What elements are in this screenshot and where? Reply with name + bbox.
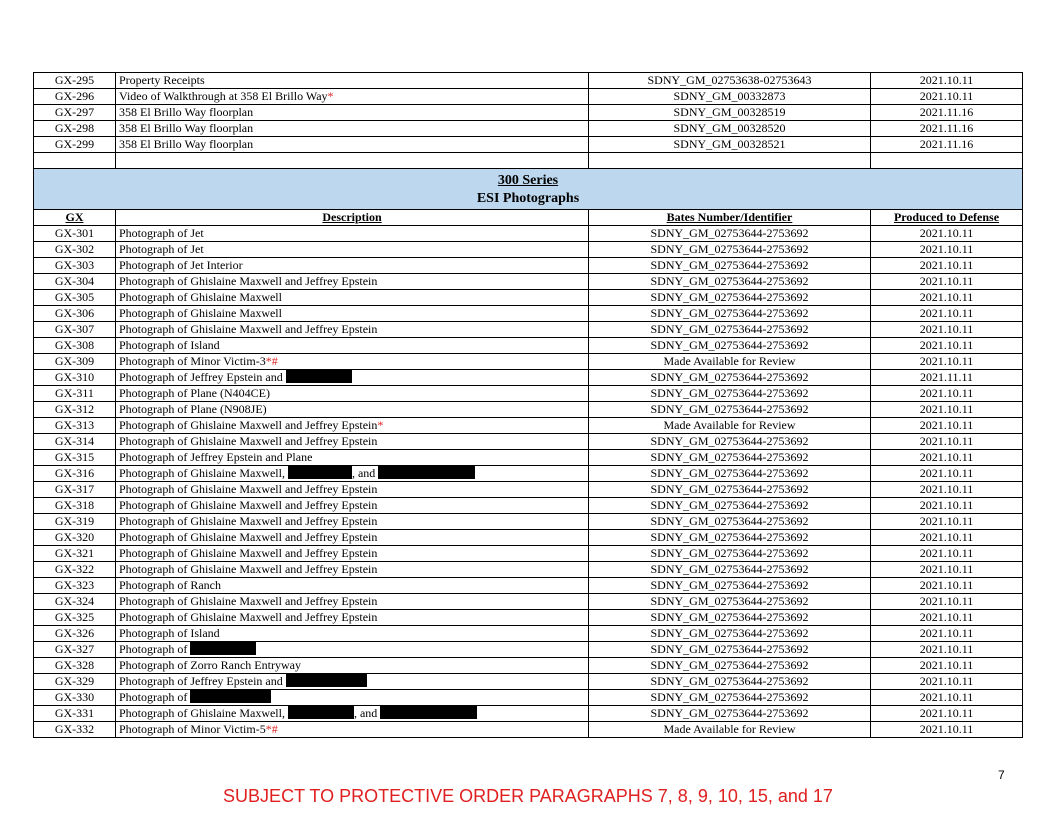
series-heading bbox=[34, 169, 1023, 210]
header-produced: Produced to Defense bbox=[871, 210, 1023, 226]
exhibit-description bbox=[116, 89, 589, 105]
table-row bbox=[34, 105, 1023, 121]
exhibit-description bbox=[116, 290, 589, 306]
exhibit-number: GX-328 bbox=[34, 658, 116, 674]
description-text: Photograph of Jeffrey Epstein and bbox=[119, 674, 286, 688]
exhibit-number: GX-311 bbox=[34, 386, 116, 402]
table-row bbox=[34, 306, 1023, 322]
bates-number: SDNY_GM_02753644-2753692 bbox=[589, 626, 871, 642]
table-row bbox=[34, 562, 1023, 578]
produced-date: 2021.10.11 bbox=[871, 674, 1023, 690]
exhibit-number: GX-329 bbox=[34, 674, 116, 690]
produced-date: 2021.10.11 bbox=[871, 642, 1023, 658]
blank-row bbox=[34, 153, 1023, 169]
description-text: Photograph of Island bbox=[119, 338, 220, 352]
table-row bbox=[34, 610, 1023, 626]
exhibit-number: GX-332 bbox=[34, 722, 116, 738]
header-bates: Bates Number/Identifier bbox=[589, 210, 871, 226]
description-text: Video of Walkthrough at 358 El Brillo Way bbox=[119, 89, 328, 103]
produced-date: 2021.11.11 bbox=[871, 370, 1023, 386]
exhibit-number: GX-330 bbox=[34, 690, 116, 706]
description-text: 358 El Brillo Way floorplan bbox=[119, 137, 254, 151]
produced-date: 2021.10.11 bbox=[871, 562, 1023, 578]
produced-date: 2021.10.11 bbox=[871, 626, 1023, 642]
description-text: 358 El Brillo Way floorplan bbox=[119, 105, 254, 119]
description-text: Property Receipts bbox=[119, 73, 205, 87]
exhibit-description bbox=[116, 482, 589, 498]
description-text: Photograph of Jet bbox=[119, 226, 204, 240]
table-row bbox=[34, 290, 1023, 306]
description-text: Photograph of Minor Victim-5 bbox=[119, 722, 266, 736]
description-text: Photograph of Jeffrey Epstein and Plane bbox=[119, 450, 313, 464]
exhibit-number: GX-320 bbox=[34, 530, 116, 546]
description-text: Photograph of Minor Victim-3 bbox=[119, 354, 266, 368]
exhibit-description bbox=[116, 434, 589, 450]
bates-number: SDNY_GM_02753644-2753692 bbox=[589, 386, 871, 402]
redaction-box bbox=[288, 706, 354, 719]
table-row bbox=[34, 137, 1023, 153]
description-text: Photograph of Ghislaine Maxwell, bbox=[119, 466, 288, 480]
produced-date: 2021.10.11 bbox=[871, 610, 1023, 626]
series-title: 300 Series bbox=[497, 173, 559, 188]
series-heading-row bbox=[34, 169, 1023, 210]
header-gx: GX bbox=[34, 210, 116, 226]
exhibit-description bbox=[116, 322, 589, 338]
table-row bbox=[34, 626, 1023, 642]
redaction-box bbox=[288, 466, 352, 479]
exhibit-description bbox=[116, 137, 589, 153]
exhibit-description bbox=[116, 418, 589, 434]
table-body-series bbox=[34, 153, 1023, 226]
exhibit-number: GX-309 bbox=[34, 354, 116, 370]
produced-date: 2021.10.11 bbox=[871, 73, 1023, 89]
description-text: Photograph of Ghislaine Maxwell and Jeffrey Epstein bbox=[119, 530, 378, 544]
redaction-box bbox=[190, 642, 256, 655]
exhibit-description bbox=[116, 706, 589, 722]
exhibit-description bbox=[116, 530, 589, 546]
exhibit-number: GX-307 bbox=[34, 322, 116, 338]
bates-number: SDNY_GM_02753644-2753692 bbox=[589, 274, 871, 290]
produced-date: 2021.11.16 bbox=[871, 121, 1023, 137]
bates-number: SDNY_GM_02753644-2753692 bbox=[589, 306, 871, 322]
exhibit-number: GX-314 bbox=[34, 434, 116, 450]
exhibit-description bbox=[116, 338, 589, 354]
description-text: Photograph of Ghislaine Maxwell and Jeffrey Epstein bbox=[119, 562, 378, 576]
produced-date: 2021.10.11 bbox=[871, 722, 1023, 738]
exhibit-description bbox=[116, 258, 589, 274]
bates-number: Made Available for Review bbox=[589, 418, 871, 434]
bates-number: SDNY_GM_02753644-2753692 bbox=[589, 434, 871, 450]
exhibit-description bbox=[116, 690, 589, 706]
exhibit-number: GX-319 bbox=[34, 514, 116, 530]
table-row bbox=[34, 418, 1023, 434]
description-text: Photograph of Ghislaine Maxwell and Jeffrey Epstein bbox=[119, 610, 378, 624]
exhibit-number: GX-308 bbox=[34, 338, 116, 354]
description-text: Photograph of Jet bbox=[119, 242, 204, 256]
table-row bbox=[34, 594, 1023, 610]
produced-date: 2021.10.11 bbox=[871, 402, 1023, 418]
exhibit-number: GX-326 bbox=[34, 626, 116, 642]
produced-date: 2021.10.11 bbox=[871, 690, 1023, 706]
table-row bbox=[34, 89, 1023, 105]
exhibit-number: GX-310 bbox=[34, 370, 116, 386]
bates-number: SDNY_GM_02753644-2753692 bbox=[589, 658, 871, 674]
exhibit-description bbox=[116, 626, 589, 642]
table-row bbox=[34, 121, 1023, 137]
produced-date: 2021.10.11 bbox=[871, 466, 1023, 482]
table-row bbox=[34, 322, 1023, 338]
bates-number: SDNY_GM_02753644-2753692 bbox=[589, 242, 871, 258]
table-row bbox=[34, 434, 1023, 450]
produced-date: 2021.10.11 bbox=[871, 274, 1023, 290]
produced-date: 2021.10.11 bbox=[871, 450, 1023, 466]
bates-number: SDNY_GM_02753644-2753692 bbox=[589, 690, 871, 706]
redaction-box bbox=[378, 466, 475, 479]
exhibit-mark: * bbox=[377, 418, 384, 432]
exhibit-description bbox=[116, 642, 589, 658]
description-text: Photograph of Ghislaine Maxwell, bbox=[119, 706, 288, 720]
table-row bbox=[34, 274, 1023, 290]
produced-date: 2021.10.11 bbox=[871, 498, 1023, 514]
exhibit-description bbox=[116, 386, 589, 402]
bates-number: SDNY_GM_02753644-2753692 bbox=[589, 642, 871, 658]
bates-number: SDNY_GM_02753644-2753692 bbox=[589, 450, 871, 466]
exhibit-mark: * bbox=[327, 89, 334, 103]
exhibit-description bbox=[116, 594, 589, 610]
bates-number: SDNY_GM_00328521 bbox=[589, 137, 871, 153]
produced-date: 2021.10.11 bbox=[871, 514, 1023, 530]
page-number: 7 bbox=[998, 768, 1005, 782]
exhibit-number: GX-321 bbox=[34, 546, 116, 562]
exhibit-number: GX-331 bbox=[34, 706, 116, 722]
exhibit-description bbox=[116, 674, 589, 690]
bates-number: SDNY_GM_02753644-2753692 bbox=[589, 674, 871, 690]
exhibit-description bbox=[116, 658, 589, 674]
produced-date: 2021.10.11 bbox=[871, 354, 1023, 370]
produced-date: 2021.10.11 bbox=[871, 482, 1023, 498]
bates-number: SDNY_GM_02753644-2753692 bbox=[589, 514, 871, 530]
produced-date: 2021.10.11 bbox=[871, 322, 1023, 338]
exhibit-number: GX-327 bbox=[34, 642, 116, 658]
exhibit-description bbox=[116, 722, 589, 738]
table-row bbox=[34, 338, 1023, 354]
table-body-top bbox=[34, 73, 1023, 153]
produced-date: 2021.10.11 bbox=[871, 578, 1023, 594]
bates-number: SDNY_GM_02753644-2753692 bbox=[589, 338, 871, 354]
table-row bbox=[34, 370, 1023, 386]
exhibit-number: GX-313 bbox=[34, 418, 116, 434]
exhibit-number: GX-306 bbox=[34, 306, 116, 322]
series-subtitle: ESI Photographs bbox=[476, 191, 580, 206]
description-text: Photograph of Ghislaine Maxwell and Jeffrey Epstein bbox=[119, 482, 378, 496]
table-row bbox=[34, 73, 1023, 89]
exhibit-description bbox=[116, 402, 589, 418]
produced-date: 2021.10.11 bbox=[871, 594, 1023, 610]
table-row bbox=[34, 530, 1023, 546]
description-text: Photograph of Ghislaine Maxwell and Jeffrey Epstein bbox=[119, 322, 378, 336]
produced-date: 2021.10.11 bbox=[871, 546, 1023, 562]
bates-number: SDNY_GM_02753644-2753692 bbox=[589, 258, 871, 274]
protective-order-footer: SUBJECT TO PROTECTIVE ORDER PARAGRAPHS 7, 8, 9, 10, 15, and 17 bbox=[223, 786, 833, 806]
exhibit-description bbox=[116, 610, 589, 626]
bates-number: SDNY_GM_02753644-2753692 bbox=[589, 290, 871, 306]
redaction-box bbox=[286, 674, 367, 687]
table-row bbox=[34, 402, 1023, 418]
description-text: Photograph of Ranch bbox=[119, 578, 221, 592]
table-row bbox=[34, 466, 1023, 482]
description-text: , and bbox=[353, 706, 381, 720]
description-text: Photograph of Plane (N404CE) bbox=[119, 386, 270, 400]
table-row bbox=[34, 386, 1023, 402]
redaction-box bbox=[380, 706, 477, 719]
exhibit-number: GX-298 bbox=[34, 121, 116, 137]
produced-date: 2021.10.11 bbox=[871, 386, 1023, 402]
exhibit-number: GX-304 bbox=[34, 274, 116, 290]
exhibit-number: GX-303 bbox=[34, 258, 116, 274]
description-text: Photograph of Ghislaine Maxwell and Jeffrey Epstein bbox=[119, 546, 378, 560]
column-header-row bbox=[34, 210, 1023, 226]
description-text: Photograph of bbox=[119, 642, 191, 656]
description-text: Photograph of Ghislaine Maxwell and Jeffrey Epstein bbox=[119, 514, 378, 528]
produced-date: 2021.10.11 bbox=[871, 530, 1023, 546]
exhibit-description bbox=[116, 466, 589, 482]
exhibit-number: GX-325 bbox=[34, 610, 116, 626]
table-row bbox=[34, 722, 1023, 738]
exhibit-description bbox=[116, 562, 589, 578]
exhibit-mark: *# bbox=[265, 354, 278, 368]
description-text: Photograph of Ghislaine Maxwell and Jeffrey Epstein bbox=[119, 434, 378, 448]
description-text: Photograph of Ghislaine Maxwell bbox=[119, 306, 282, 320]
header-description: Description bbox=[116, 210, 589, 226]
bates-number: SDNY_GM_02753638-02753643 bbox=[589, 73, 871, 89]
exhibit-description bbox=[116, 73, 589, 89]
produced-date: 2021.10.11 bbox=[871, 306, 1023, 322]
bates-number: SDNY_GM_02753644-2753692 bbox=[589, 498, 871, 514]
bates-number: SDNY_GM_02753644-2753692 bbox=[589, 546, 871, 562]
exhibit-number: GX-312 bbox=[34, 402, 116, 418]
exhibit-number: GX-301 bbox=[34, 226, 116, 242]
exhibit-number: GX-299 bbox=[34, 137, 116, 153]
table-row bbox=[34, 354, 1023, 370]
exhibit-mark: *# bbox=[265, 722, 278, 736]
redaction-box bbox=[190, 690, 271, 703]
bates-number: Made Available for Review bbox=[589, 722, 871, 738]
exhibit-number: GX-317 bbox=[34, 482, 116, 498]
exhibit-description bbox=[116, 242, 589, 258]
table-row bbox=[34, 674, 1023, 690]
table-row bbox=[34, 546, 1023, 562]
table-row bbox=[34, 514, 1023, 530]
table-row bbox=[34, 258, 1023, 274]
bates-number: SDNY_GM_02753644-2753692 bbox=[589, 226, 871, 242]
table-row bbox=[34, 226, 1023, 242]
produced-date: 2021.10.11 bbox=[871, 706, 1023, 722]
exhibit-description bbox=[116, 498, 589, 514]
description-text: Photograph of bbox=[119, 690, 191, 704]
table-row bbox=[34, 706, 1023, 722]
exhibit-description bbox=[116, 226, 589, 242]
exhibit-description bbox=[116, 306, 589, 322]
bates-number: Made Available for Review bbox=[589, 354, 871, 370]
table-row bbox=[34, 498, 1023, 514]
table-row bbox=[34, 450, 1023, 466]
table-body-main bbox=[34, 226, 1023, 738]
table-row bbox=[34, 690, 1023, 706]
exhibit-description bbox=[116, 354, 589, 370]
description-text: Photograph of Island bbox=[119, 626, 220, 640]
exhibit-number: GX-315 bbox=[34, 450, 116, 466]
description-text: Photograph of Plane (N908JE) bbox=[119, 402, 267, 416]
description-text: Photograph of Ghislaine Maxwell and Jeffrey Epstein bbox=[119, 498, 378, 512]
exhibit-number: GX-316 bbox=[34, 466, 116, 482]
exhibit-number: GX-322 bbox=[34, 562, 116, 578]
bates-number: SDNY_GM_00328520 bbox=[589, 121, 871, 137]
exhibit-number: GX-302 bbox=[34, 242, 116, 258]
exhibit-description bbox=[116, 105, 589, 121]
exhibit-description bbox=[116, 546, 589, 562]
table-row bbox=[34, 578, 1023, 594]
bates-number: SDNY_GM_02753644-2753692 bbox=[589, 706, 871, 722]
bates-number: SDNY_GM_02753644-2753692 bbox=[589, 370, 871, 386]
produced-date: 2021.10.11 bbox=[871, 658, 1023, 674]
description-text: Photograph of Jet Interior bbox=[119, 258, 243, 272]
redaction-box bbox=[286, 370, 352, 383]
description-text: 358 El Brillo Way floorplan bbox=[119, 121, 254, 135]
produced-date: 2021.10.11 bbox=[871, 242, 1023, 258]
bates-number: SDNY_GM_02753644-2753692 bbox=[589, 578, 871, 594]
description-text: Photograph of Ghislaine Maxwell and Jeffrey Epstein bbox=[119, 274, 378, 288]
exhibit-number: GX-297 bbox=[34, 105, 116, 121]
bates-number: SDNY_GM_02753644-2753692 bbox=[589, 530, 871, 546]
description-text: , and bbox=[351, 466, 379, 480]
table-row bbox=[34, 658, 1023, 674]
exhibit-number: GX-295 bbox=[34, 73, 116, 89]
exhibit-number: GX-318 bbox=[34, 498, 116, 514]
exhibit-description bbox=[116, 578, 589, 594]
exhibit-description bbox=[116, 370, 589, 386]
exhibit-table bbox=[33, 72, 1023, 738]
description-text: Photograph of Ghislaine Maxwell and Jeffrey Epstein bbox=[119, 418, 378, 432]
bates-number: SDNY_GM_02753644-2753692 bbox=[589, 482, 871, 498]
bates-number: SDNY_GM_02753644-2753692 bbox=[589, 610, 871, 626]
description-text: Photograph of Zorro Ranch Entryway bbox=[119, 658, 301, 672]
produced-date: 2021.10.11 bbox=[871, 434, 1023, 450]
bates-number: SDNY_GM_02753644-2753692 bbox=[589, 322, 871, 338]
exhibit-description bbox=[116, 450, 589, 466]
exhibit-number: GX-296 bbox=[34, 89, 116, 105]
produced-date: 2021.10.11 bbox=[871, 290, 1023, 306]
exhibit-number: GX-305 bbox=[34, 290, 116, 306]
bates-number: SDNY_GM_00332873 bbox=[589, 89, 871, 105]
description-text: Photograph of Ghislaine Maxwell and Jeffrey Epstein bbox=[119, 594, 378, 608]
produced-date: 2021.10.11 bbox=[871, 258, 1023, 274]
exhibit-number: GX-324 bbox=[34, 594, 116, 610]
produced-date: 2021.10.11 bbox=[871, 338, 1023, 354]
exhibit-number: GX-323 bbox=[34, 578, 116, 594]
table-row bbox=[34, 642, 1023, 658]
produced-date: 2021.10.11 bbox=[871, 418, 1023, 434]
exhibit-description bbox=[116, 274, 589, 290]
table-row bbox=[34, 482, 1023, 498]
description-text: Photograph of Ghislaine Maxwell bbox=[119, 290, 282, 304]
bates-number: SDNY_GM_02753644-2753692 bbox=[589, 562, 871, 578]
bates-number: SDNY_GM_02753644-2753692 bbox=[589, 594, 871, 610]
exhibit-description bbox=[116, 514, 589, 530]
produced-date: 2021.11.16 bbox=[871, 137, 1023, 153]
bates-number: SDNY_GM_02753644-2753692 bbox=[589, 402, 871, 418]
produced-date: 2021.11.16 bbox=[871, 105, 1023, 121]
bates-number: SDNY_GM_02753644-2753692 bbox=[589, 466, 871, 482]
produced-date: 2021.10.11 bbox=[871, 226, 1023, 242]
bates-number: SDNY_GM_00328519 bbox=[589, 105, 871, 121]
exhibit-description bbox=[116, 121, 589, 137]
produced-date: 2021.10.11 bbox=[871, 89, 1023, 105]
description-text: Photograph of Jeffrey Epstein and bbox=[119, 370, 286, 384]
table-row bbox=[34, 242, 1023, 258]
